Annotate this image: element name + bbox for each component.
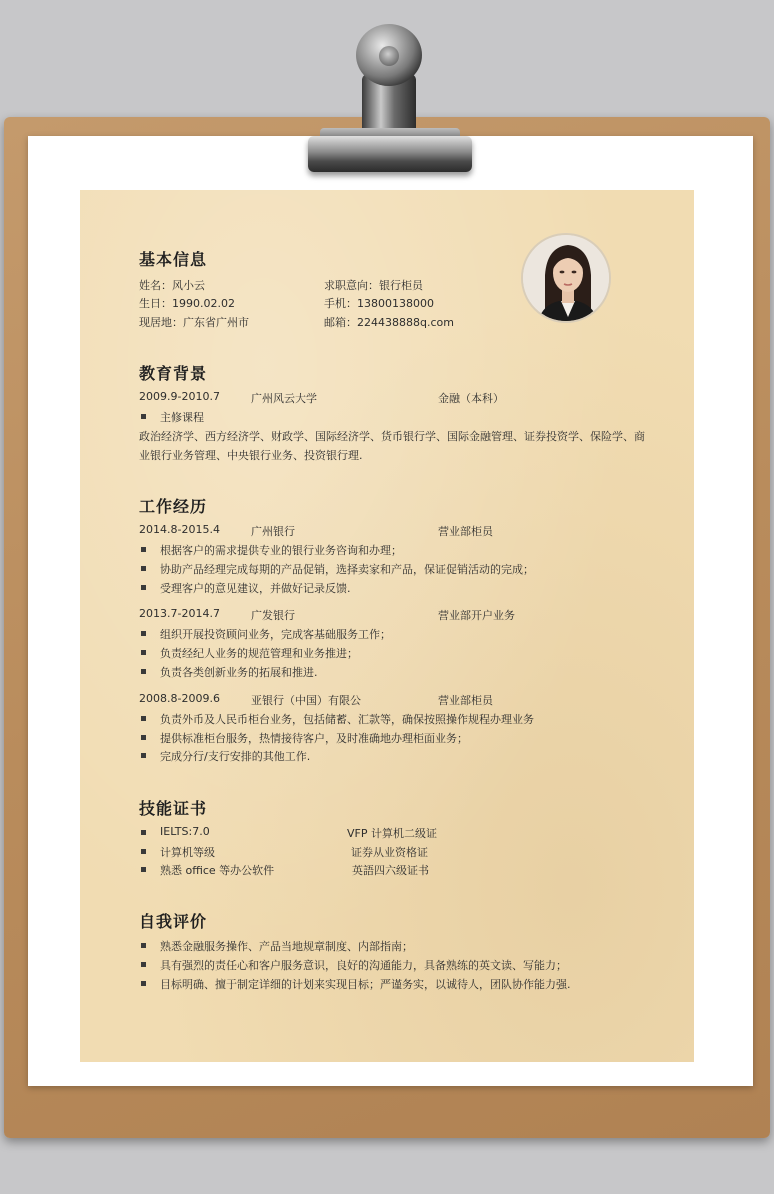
section-title-work: 工作经历: [139, 497, 208, 516]
clip-bar: [308, 136, 472, 172]
job-company: 广发银行: [251, 609, 295, 622]
job-company: 亚银行（中国）有限公: [251, 694, 361, 707]
skill-item: IELTS:7.0: [160, 825, 210, 838]
courses-label: 主修课程: [160, 411, 204, 424]
education-major: 金融（本科）: [438, 392, 504, 405]
job-duty: 负责外币及人民币柜台业务，包括储蓄、汇款等，确保按照操作规程办理业务: [160, 713, 534, 726]
education-period: 2009.9-2010.7: [139, 390, 220, 403]
profile-photo: [521, 233, 611, 323]
self-eval-item: 目标明确、擅于制定详细的计划来实现目标；严谨务实，以诚待人，团队协作能力强.: [160, 978, 571, 991]
certificate-item: VFP 计算机二级证: [347, 827, 437, 840]
certificate-item: 证券从业资格证: [351, 846, 428, 859]
section-title-skills: 技能证书: [139, 799, 208, 818]
job-period: 2013.7-2014.7: [139, 607, 220, 620]
section-title-education: 教育背景: [139, 364, 208, 383]
birthday-text: 生日：1990.02.02: [139, 297, 235, 310]
job-intent-text: 求职意向：银行柜员: [324, 279, 423, 292]
section-title-self-eval: 自我评价: [139, 912, 208, 931]
job-duty: 受理客户的意见建议，并做好记录反馈.: [160, 582, 351, 595]
job-duty: 协助产品经理完成每期的产品促销，选择卖家和产品，保证促销活动的完成；: [160, 563, 534, 576]
job-position: 营业部开户业务: [438, 609, 515, 622]
self-eval-item: 具有强烈的责任心和客户服务意识，良好的沟通能力，具备熟练的英文读、写能力；: [160, 959, 567, 972]
education-school: 广州风云大学: [251, 392, 317, 405]
phone-text: 手机：13800138000: [324, 297, 434, 310]
job-period: 2014.8-2015.4: [139, 523, 220, 536]
job-position: 营业部柜员: [438, 525, 493, 538]
job-duty: 负责各类创新业务的拓展和推进.: [160, 666, 318, 679]
skill-item: 计算机等级: [160, 846, 215, 859]
binder-clip: [300, 24, 480, 179]
job-position: 营业部柜员: [438, 694, 493, 707]
section-title-basic: 基本信息: [139, 250, 208, 269]
courses-text: 政治经济学、西方经济学、财政学、国际经济学、货币银行学、国际金融管理、证券投资学、保险学、商业银行业务管理、中央银行业务、投资银行理.: [139, 430, 645, 462]
email-text: 邮箱：224438888q.com: [324, 316, 454, 329]
self-eval-item: 熟悉金融服务操作、产品当地规章制度、内部指南；: [160, 940, 413, 953]
clip-ring-hole: [379, 46, 399, 66]
skill-item: 熟悉 office 等办公软件: [160, 864, 275, 877]
job-duty: 根据客户的需求提供专业的银行业务咨询和办理；: [160, 544, 402, 557]
job-duty: 组织开展投资顾问业务，完成客基础服务工作；: [160, 628, 391, 641]
name-text: 姓名：风小云: [139, 279, 205, 292]
certificate-item: 英語四六级证书: [352, 864, 429, 877]
job-duty: 负责经纪人业务的规范管理和业务推进；: [160, 647, 358, 660]
job-duty: 提供标准柜台服务，热情接待客户，及时准确地办理柜面业务；: [160, 732, 468, 745]
residence-text: 现居地：广东省广州市: [139, 316, 249, 329]
job-company: 广州银行: [251, 525, 295, 538]
job-duty: 完成分行/支行安排的其他工作.: [160, 750, 311, 763]
job-period: 2008.8-2009.6: [139, 692, 220, 705]
